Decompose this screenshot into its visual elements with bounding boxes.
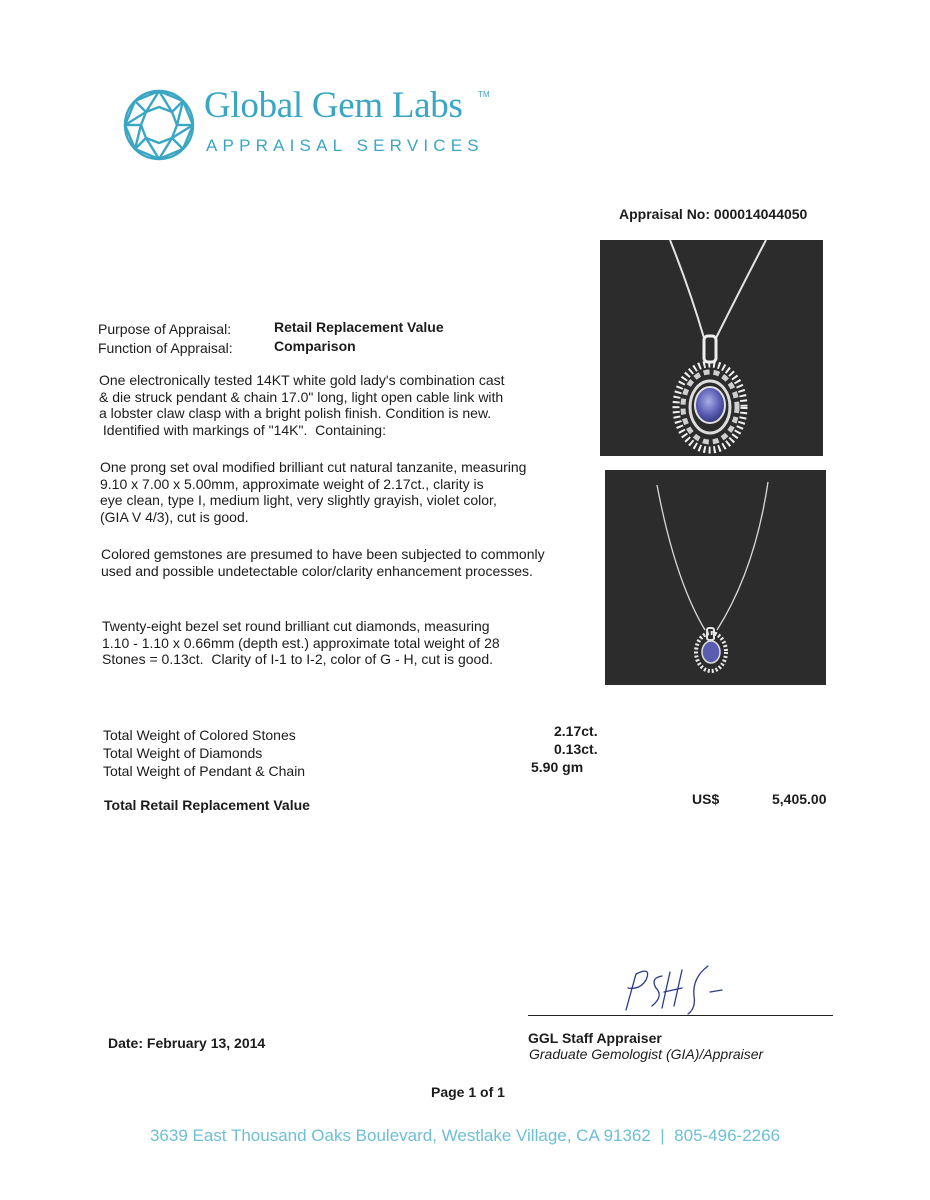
faceted-gem-icon (122, 88, 196, 162)
diamond-description-line: Stones = 0.13ct. Clarity of I-1 to I-2, color of G - H, cut is good. (102, 651, 494, 667)
item-description-line: Identified with markings of "14K". Containing: (99, 421, 386, 438)
total-value-amount: 5,405.00 (772, 791, 827, 807)
signer-title: Graduate Gemologist (GIA)/Appraiser (529, 1046, 764, 1062)
purpose-label: Purpose of Appraisal: (98, 321, 232, 337)
total-colored-stones-value: 2.17ct. (554, 723, 598, 739)
diamond-description (102, 618, 500, 668)
diamond-description-line: Twenty-eight bezel set round brilliant cut diamonds, measuring (102, 618, 490, 634)
signer-name: GGL Staff Appraiser (528, 1030, 662, 1046)
pendant-closeup-photo (600, 240, 823, 456)
signature (612, 960, 732, 1016)
gemstone-description-line: 9.10 x 7.00 x 5.00mm, approximate weight of 2.17ct., clarity is (100, 475, 484, 492)
function-value: Comparison (274, 338, 356, 354)
gemstone-description-line: One prong set oval modified brilliant cut natural tanzanite, measuring (100, 459, 527, 475)
item-description-line: a lobster claw clasp with a bright polish finish. Condition is new. (99, 405, 492, 421)
total-diamonds-value: 0.13ct. (554, 741, 598, 757)
treatment-note-line: used and possible undetectable color/clarity enhancement processes. (101, 562, 533, 579)
total-diamonds-label: Total Weight of Diamonds (103, 745, 263, 761)
gemstone-description (100, 459, 526, 525)
brand-name: Global Gem Labs (204, 85, 463, 126)
item-description (99, 372, 505, 438)
appraisal-date: Date: February 13, 2014 (108, 1035, 266, 1051)
total-pendant-chain-value: 5.90 gm (531, 759, 584, 775)
function-label: Function of Appraisal: (98, 340, 233, 356)
treatment-note-line: Colored gemstones are presumed to have been subjected to commonly (101, 546, 545, 562)
total-value-label: Total Retail Replacement Value (104, 797, 310, 813)
total-value-currency: US$ (692, 791, 720, 807)
brand-tagline: APPRAISAL SERVICES (206, 136, 484, 155)
trademark: TM (478, 90, 490, 99)
item-description-line: & die struck pendant & chain 17.0" long, light open cable link with (99, 388, 504, 405)
gemstone-description-line: eye clean, type I, medium light, very slightly grayish, violet color, (100, 492, 497, 508)
gemstone-description-line: (GIA V 4/3), cut is good. (100, 508, 249, 525)
page-number: Page 1 of 1 (431, 1084, 505, 1100)
appraisal-number: Appraisal No: 000014044050 (619, 206, 808, 222)
treatment-note (101, 546, 545, 579)
footer-address: 3639 East Thousand Oaks Boulevard, Westlake Village, CA 91362 | 805-496-2266 (149, 1126, 781, 1145)
pendant-full-chain-photo (605, 470, 826, 685)
diamond-description-line: 1.10 - 1.10 x 0.66mm (depth est.) approximate total weight of 28 (102, 634, 500, 651)
purpose-value: Retail Replacement Value (274, 319, 444, 335)
signature-line (528, 1015, 833, 1016)
total-pendant-chain-label: Total Weight of Pendant & Chain (103, 763, 306, 779)
item-description-line: One electronically tested 14KT white gold lady's combination cast (99, 372, 505, 388)
total-colored-stones-label: Total Weight of Colored Stones (103, 727, 296, 743)
